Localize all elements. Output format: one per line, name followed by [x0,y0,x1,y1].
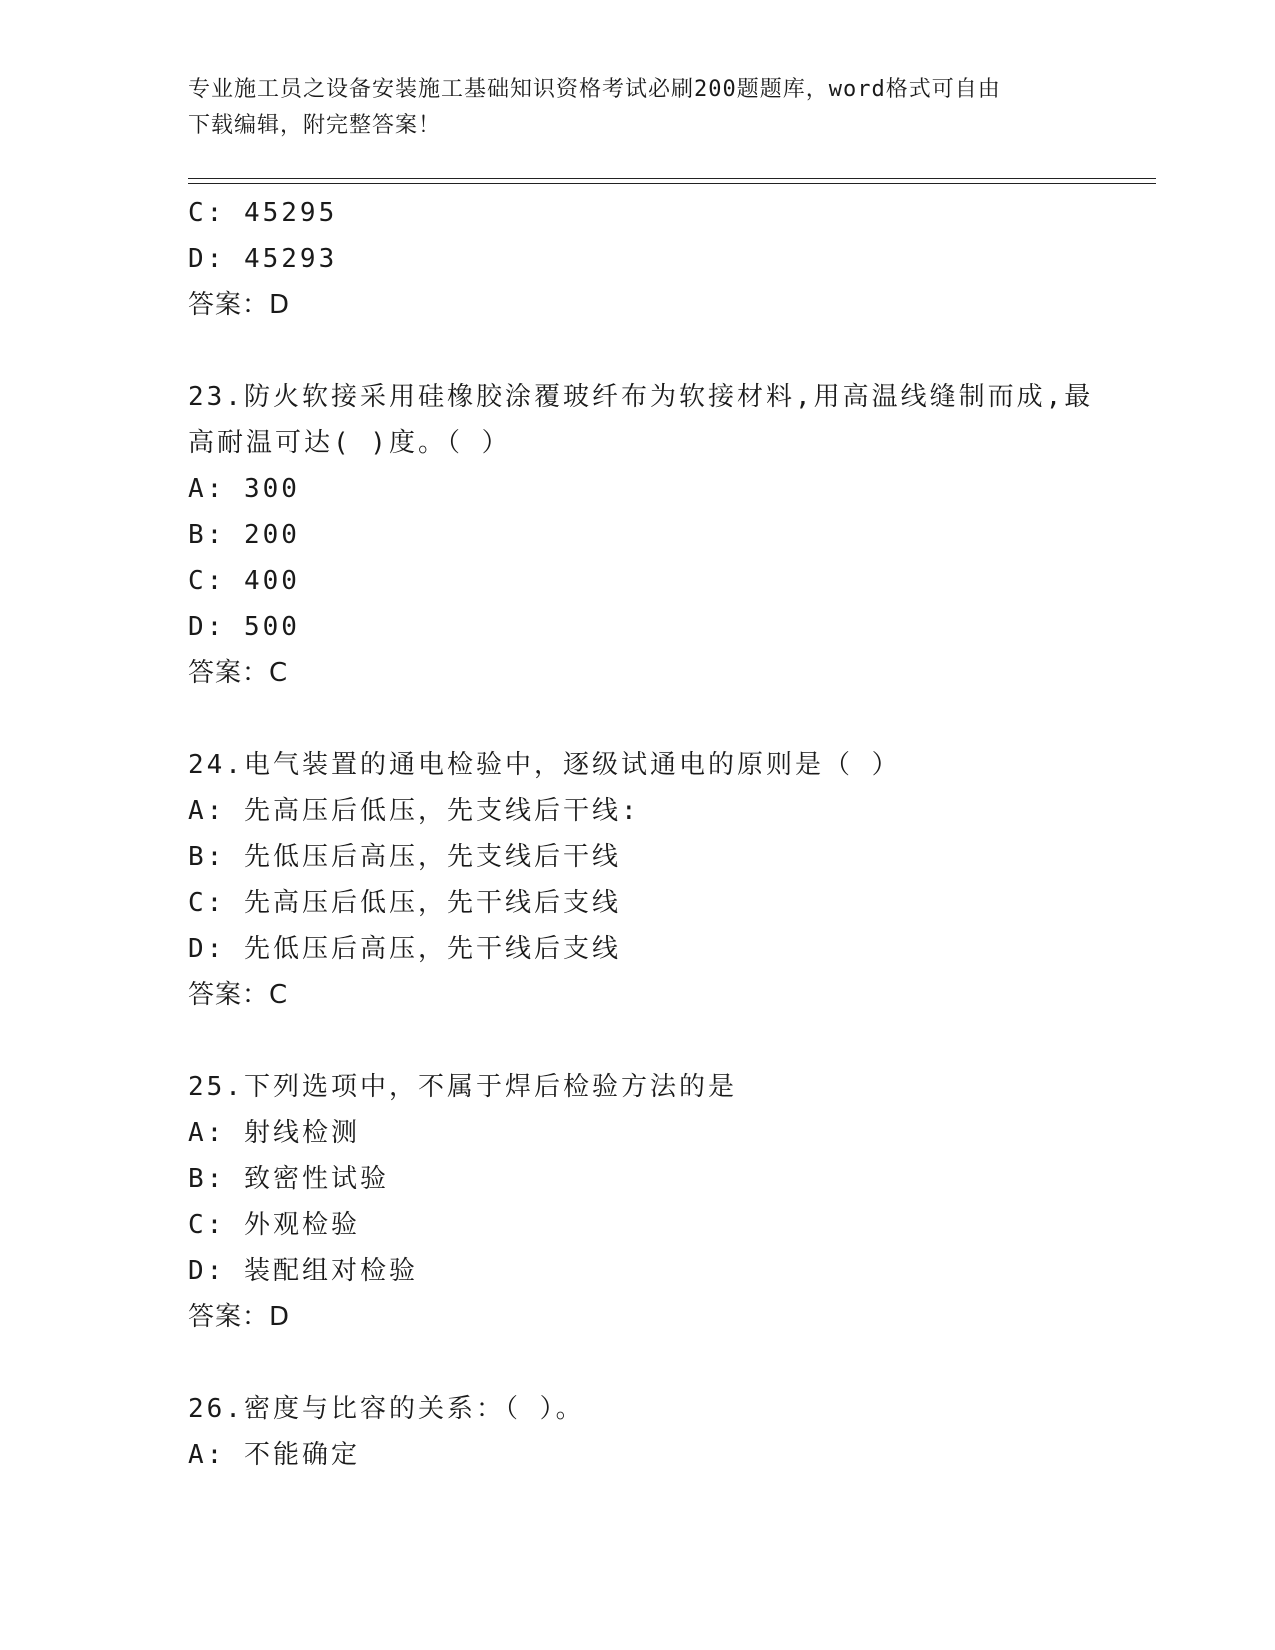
option-c: C: 先高压后低压，先干线后支线 [188,888,621,918]
option-b: B: 致密性试验 [188,1164,389,1194]
question-stem-line-1: 23.防火软接采用硅橡胶涂覆玻纤布为软接材料,用高温线缝制而成,最 [188,382,1094,412]
answer-line: 答案：D [188,1302,291,1332]
option-d: D: 装配组对检验 [188,1256,418,1286]
header-line-1: 专业施工员之设备安装施工基础知识资格考试必刷200题题库，word格式可自由 [188,77,1001,102]
option-a: A: 先高压后低压，先支线后干线: [188,796,640,826]
question-stem-line-2: 高耐温可达( )度。（ ） [188,428,511,458]
option-b: B: 200 [188,520,300,550]
answer-line: 答案：D [188,290,291,320]
header-divider [188,178,1156,184]
question-block-26 [188,1386,1118,1478]
question-list [188,190,1118,1478]
question-stem-line-1: 25.下列选项中，不属于焊后检验方法的是 [188,1072,737,1102]
question-stem-line-1: 24.电气装置的通电检验中，逐级试通电的原则是（ ） [188,750,901,780]
answer-line: 答案：C [188,658,289,688]
document-header [188,72,1088,144]
option-a: A: 300 [188,474,300,504]
spacer [188,328,1118,374]
question-block-25 [188,1064,1118,1340]
option-d: D: 45293 [188,244,338,274]
option-c: C: 外观检验 [188,1210,360,1240]
option-b: B: 先低压后高压，先支线后干线 [188,842,621,872]
option-c: C: 400 [188,566,300,596]
spacer [188,1340,1118,1386]
spacer [188,696,1118,742]
option-a: A: 射线检测 [188,1118,360,1148]
answer-line: 答案：C [188,980,289,1010]
option-c: C: 45295 [188,198,338,228]
question-stem-line-1: 26.密度与比容的关系：（ ）。 [188,1394,585,1424]
option-d: D: 500 [188,612,300,642]
question-block-22 [188,190,1118,328]
option-a: A: 不能确定 [188,1440,360,1470]
question-block-23 [188,374,1118,696]
question-block-24 [188,742,1118,1018]
spacer [188,1018,1118,1064]
option-d: D: 先低压后高压，先干线后支线 [188,934,621,964]
header-line-2: 下载编辑，附完整答案！ [188,113,442,138]
